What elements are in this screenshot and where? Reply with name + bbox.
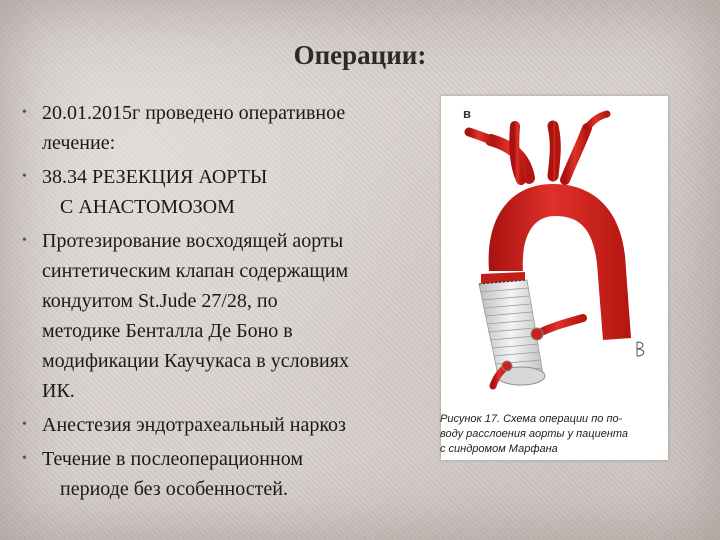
bullet-line: Анестезия эндотрахеальный наркоз [42, 414, 346, 436]
bullet-line: лечение: [42, 132, 116, 154]
aorta-figure [441, 96, 668, 460]
bullet-item-postop [22, 444, 432, 504]
bullet-item-resection [22, 162, 432, 222]
bullet-icon: • [22, 417, 27, 432]
aortic-branches [469, 114, 607, 180]
bullet-icon: • [22, 105, 27, 120]
bullet-line: методике Бенталла Де Боно в [42, 320, 293, 342]
slide-title: Операции: [293, 40, 427, 70]
left-coronary [537, 318, 583, 334]
caption-line: Рисунок 17. Схема операции по по- [440, 413, 623, 425]
bullet-line: С АНАСТОМОЗОМ [60, 196, 235, 218]
bullet-line: синтетическим клапан содержащим [42, 260, 349, 282]
figure-panel-letter: в [463, 106, 471, 121]
figure-caption [440, 412, 672, 457]
bullet-item-anesthesia [22, 410, 432, 440]
bullet-line: ИК. [42, 380, 75, 402]
aorta-diagram [441, 96, 668, 406]
bullet-item-date [22, 98, 432, 158]
bullet-list [22, 98, 432, 504]
bullet-line: Протезирование восходящей аорты [42, 230, 344, 252]
bullet-icon: • [22, 233, 27, 248]
bullet-line: периоде без особенностей. [60, 478, 288, 500]
bullet-line: кондуитом St.Jude 27/28, по [42, 290, 278, 312]
bullet-item-prosthesis [22, 226, 432, 406]
bullet-icon: • [22, 451, 27, 466]
bullet-line: Течение в послеоперационном [42, 448, 303, 470]
caption-line: с синдромом Марфана [440, 443, 558, 455]
bullet-line: модификации Каучукаса в условиях [42, 350, 349, 372]
caption-line: воду расслоения аорты у пациента [440, 428, 629, 440]
bullet-icon: • [22, 169, 27, 184]
artist-mark [637, 342, 644, 356]
bullet-line: 38.34 РЕЗЕКЦИЯ АОРТЫ [42, 166, 268, 188]
bullet-line: 20.01.2015г проведено оперативное [42, 102, 346, 124]
